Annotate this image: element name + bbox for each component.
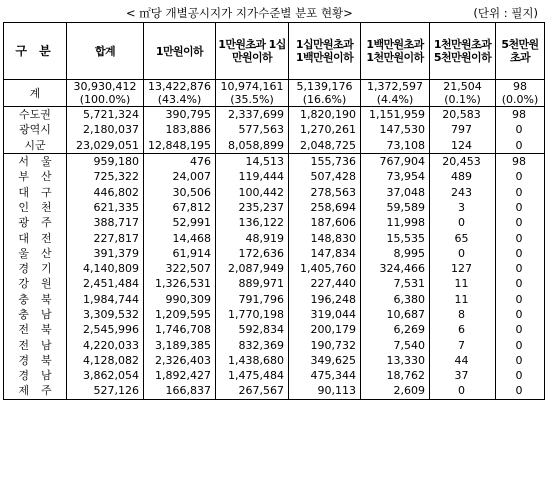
value-cell: 147,530 — [361, 122, 430, 137]
value-cell: 278,563 — [289, 184, 361, 199]
value-cell: 527,126 — [67, 383, 144, 399]
value-cell: 2,337,699 — [216, 107, 289, 123]
province-row — [4, 215, 545, 230]
value-cell: 127 — [430, 261, 496, 276]
value-cell: 166,837 — [144, 383, 216, 399]
total-value: 10,974,161 — [220, 80, 284, 93]
region-row — [4, 107, 545, 123]
value-cell: 390,795 — [144, 107, 216, 123]
value-cell: 124 — [430, 138, 496, 154]
value-cell: 1,746,708 — [144, 322, 216, 337]
value-cell: 832,369 — [216, 337, 289, 352]
value-cell: 507,428 — [289, 169, 361, 184]
total-share: (4.4%) — [376, 93, 414, 106]
value-cell: 7 — [430, 337, 496, 352]
value-cell: 0 — [496, 184, 545, 199]
value-cell: 37,048 — [361, 184, 430, 199]
value-cell: 136,122 — [216, 215, 289, 230]
region-row — [4, 138, 545, 154]
value-cell: 0 — [496, 292, 545, 307]
value-cell: 446,802 — [67, 184, 144, 199]
value-cell: 1,151,959 — [361, 107, 430, 123]
value-cell: 7,531 — [361, 276, 430, 291]
value-cell: 7,540 — [361, 337, 430, 352]
value-cell: 267,567 — [216, 383, 289, 399]
value-cell: 2,180,037 — [67, 122, 144, 137]
value-cell: 258,694 — [289, 200, 361, 215]
value-cell: 791,796 — [216, 292, 289, 307]
value-cell: 14,468 — [144, 230, 216, 245]
value-cell: 52,991 — [144, 215, 216, 230]
total-share: (0.1%) — [444, 93, 481, 106]
value-cell: 577,563 — [216, 122, 289, 137]
total-value: 1,372,597 — [367, 80, 423, 93]
row-label: 충북 — [4, 292, 67, 307]
row-label: 대구 — [4, 184, 67, 199]
total-value: 21,504 — [443, 80, 482, 93]
value-cell: 227,817 — [67, 230, 144, 245]
province-row — [4, 383, 545, 399]
value-cell: 155,736 — [289, 153, 361, 169]
value-cell: 0 — [430, 383, 496, 399]
value-cell: 959,180 — [67, 153, 144, 169]
value-cell: 725,322 — [67, 169, 144, 184]
value-cell: 200,179 — [289, 322, 361, 337]
value-cell: 2,451,484 — [67, 276, 144, 291]
value-cell: 100,442 — [216, 184, 289, 199]
total-cell — [289, 80, 361, 107]
row-label: 경기 — [4, 261, 67, 276]
header-band-1: 1만원이하 — [144, 23, 216, 80]
value-cell: 2,609 — [361, 383, 430, 399]
unit-label: (단위 : 필지) — [473, 6, 538, 20]
row-label: 전남 — [4, 337, 67, 352]
value-cell: 1,770,198 — [216, 307, 289, 322]
value-cell: 11 — [430, 276, 496, 291]
total-cell — [216, 80, 289, 107]
value-cell: 190,732 — [289, 337, 361, 352]
row-label: 전북 — [4, 322, 67, 337]
value-cell: 24,007 — [144, 169, 216, 184]
row-label: 울산 — [4, 246, 67, 261]
total-value: 5,139,176 — [296, 80, 353, 93]
value-cell: 4,220,033 — [67, 337, 144, 352]
total-row — [4, 80, 545, 107]
header-total: 합계 — [67, 23, 144, 80]
value-cell: 0 — [496, 307, 545, 322]
value-cell: 388,717 — [67, 215, 144, 230]
value-cell: 0 — [430, 246, 496, 261]
value-cell: 13,330 — [361, 353, 430, 368]
value-cell: 227,440 — [289, 276, 361, 291]
total-share: (0.0%) — [501, 93, 539, 106]
province-row — [4, 200, 545, 215]
value-cell: 4,128,082 — [67, 353, 144, 368]
header-band-3: 1십만원초과 1백만원이하 — [289, 23, 361, 80]
province-row — [4, 368, 545, 383]
header-band-4: 1백만원초과 1천만원이하 — [361, 23, 430, 80]
value-cell: 324,466 — [361, 261, 430, 276]
row-label: 부산 — [4, 169, 67, 184]
value-cell: 0 — [430, 215, 496, 230]
value-cell: 2,048,725 — [289, 138, 361, 154]
value-cell: 0 — [496, 246, 545, 261]
value-cell: 12,848,195 — [144, 138, 216, 154]
province-row — [4, 307, 545, 322]
province-row — [4, 353, 545, 368]
value-cell: 1,820,190 — [289, 107, 361, 123]
value-cell: 4,140,809 — [67, 261, 144, 276]
value-cell: 37 — [430, 368, 496, 383]
value-cell: 67,812 — [144, 200, 216, 215]
value-cell: 0 — [496, 337, 545, 352]
value-cell: 172,636 — [216, 246, 289, 261]
row-label: 강원 — [4, 276, 67, 291]
value-cell: 20,453 — [430, 153, 496, 169]
value-cell: 65 — [430, 230, 496, 245]
value-cell: 0 — [496, 368, 545, 383]
value-cell: 3 — [430, 200, 496, 215]
province-row — [4, 292, 545, 307]
value-cell: 0 — [496, 200, 545, 215]
province-row — [4, 169, 545, 184]
value-cell: 8,058,899 — [216, 138, 289, 154]
total-label: 계 — [4, 80, 67, 107]
value-cell: 30,506 — [144, 184, 216, 199]
province-rows — [4, 153, 545, 399]
value-cell: 1,270,261 — [289, 122, 361, 137]
total-value: 13,422,876 — [148, 80, 211, 93]
value-cell: 621,335 — [67, 200, 144, 215]
value-cell: 98 — [496, 153, 545, 169]
province-row — [4, 337, 545, 352]
value-cell: 391,379 — [67, 246, 144, 261]
value-cell: 0 — [496, 261, 545, 276]
value-cell: 14,513 — [216, 153, 289, 169]
row-label: 시군 — [4, 138, 67, 154]
total-cell — [496, 80, 545, 107]
value-cell: 44 — [430, 353, 496, 368]
value-cell: 73,954 — [361, 169, 430, 184]
value-cell: 3,862,054 — [67, 368, 144, 383]
value-cell: 8 — [430, 307, 496, 322]
header-band-6: 5천만원 초과 — [496, 23, 545, 80]
value-cell: 235,237 — [216, 200, 289, 215]
total-cell — [67, 80, 144, 107]
value-cell: 1,209,595 — [144, 307, 216, 322]
value-cell: 119,444 — [216, 169, 289, 184]
value-cell: 11 — [430, 292, 496, 307]
value-cell: 147,834 — [289, 246, 361, 261]
row-label: 제주 — [4, 383, 67, 399]
value-cell: 476 — [144, 153, 216, 169]
total-share: (100.0%) — [79, 93, 131, 106]
value-cell: 6,380 — [361, 292, 430, 307]
value-cell: 1,438,680 — [216, 353, 289, 368]
value-cell: 2,087,949 — [216, 261, 289, 276]
value-cell: 196,248 — [289, 292, 361, 307]
value-cell: 2,545,996 — [67, 322, 144, 337]
value-cell: 1,475,484 — [216, 368, 289, 383]
value-cell: 990,309 — [144, 292, 216, 307]
value-cell: 15,535 — [361, 230, 430, 245]
value-cell: 1,405,760 — [289, 261, 361, 276]
province-row — [4, 246, 545, 261]
table-title: < ㎡당 개별공시지가 지가수준별 분포 현황> — [126, 6, 353, 20]
total-share: (35.5%) — [230, 93, 274, 106]
total-cell — [361, 80, 430, 107]
value-cell: 187,606 — [289, 215, 361, 230]
value-cell: 11,998 — [361, 215, 430, 230]
header-category: 구 분 — [4, 23, 67, 80]
value-cell: 797 — [430, 122, 496, 137]
value-cell: 0 — [496, 322, 545, 337]
value-cell: 243 — [430, 184, 496, 199]
value-cell: 475,344 — [289, 368, 361, 383]
province-row — [4, 261, 545, 276]
table-caption — [0, 2, 550, 22]
value-cell: 18,762 — [361, 368, 430, 383]
value-cell: 767,904 — [361, 153, 430, 169]
header-row — [4, 23, 545, 80]
value-cell: 319,044 — [289, 307, 361, 322]
value-cell: 5,721,324 — [67, 107, 144, 123]
value-cell: 3,189,385 — [144, 337, 216, 352]
value-cell: 1,984,744 — [67, 292, 144, 307]
row-label: 인천 — [4, 200, 67, 215]
value-cell: 48,919 — [216, 230, 289, 245]
value-cell: 1,326,531 — [144, 276, 216, 291]
region-row — [4, 122, 545, 137]
value-cell: 592,834 — [216, 322, 289, 337]
value-cell: 0 — [496, 215, 545, 230]
value-cell: 0 — [496, 353, 545, 368]
total-value: 98 — [513, 80, 527, 93]
region-group-rows — [4, 107, 545, 154]
value-cell: 0 — [496, 169, 545, 184]
row-label: 대전 — [4, 230, 67, 245]
value-cell: 148,830 — [289, 230, 361, 245]
value-cell: 61,914 — [144, 246, 216, 261]
value-cell: 1,892,427 — [144, 368, 216, 383]
total-share: (16.6%) — [302, 93, 347, 106]
province-row — [4, 230, 545, 245]
value-cell: 59,589 — [361, 200, 430, 215]
land-price-distribution-table — [3, 22, 545, 400]
value-cell: 322,507 — [144, 261, 216, 276]
value-cell: 0 — [496, 138, 545, 154]
province-row — [4, 184, 545, 199]
row-label: 광주 — [4, 215, 67, 230]
row-label: 서울 — [4, 153, 67, 169]
value-cell: 0 — [496, 276, 545, 291]
total-cell — [430, 80, 496, 107]
total-value: 30,930,412 — [73, 80, 137, 93]
province-row — [4, 276, 545, 291]
header-band-2: 1만원초과 1십만원이하 — [216, 23, 289, 80]
value-cell: 183,886 — [144, 122, 216, 137]
value-cell: 489 — [430, 169, 496, 184]
value-cell: 0 — [496, 122, 545, 137]
value-cell: 98 — [496, 107, 545, 123]
value-cell: 8,995 — [361, 246, 430, 261]
header-band-5: 1천만원초과 5천만원이하 — [430, 23, 496, 80]
value-cell: 889,971 — [216, 276, 289, 291]
row-label: 수도권 — [4, 107, 67, 123]
row-label: 충남 — [4, 307, 67, 322]
total-cell — [144, 80, 216, 107]
value-cell: 10,687 — [361, 307, 430, 322]
value-cell: 0 — [496, 230, 545, 245]
value-cell: 0 — [496, 383, 545, 399]
value-cell: 90,113 — [289, 383, 361, 399]
value-cell: 20,583 — [430, 107, 496, 123]
value-cell: 6,269 — [361, 322, 430, 337]
value-cell: 73,108 — [361, 138, 430, 154]
province-row — [4, 153, 545, 169]
row-label: 경남 — [4, 368, 67, 383]
province-row — [4, 322, 545, 337]
value-cell: 23,029,051 — [67, 138, 144, 154]
value-cell: 2,326,403 — [144, 353, 216, 368]
value-cell: 3,309,532 — [67, 307, 144, 322]
total-share: (43.4%) — [157, 93, 202, 106]
row-label: 광역시 — [4, 122, 67, 137]
value-cell: 349,625 — [289, 353, 361, 368]
row-label: 경북 — [4, 353, 67, 368]
value-cell: 6 — [430, 322, 496, 337]
